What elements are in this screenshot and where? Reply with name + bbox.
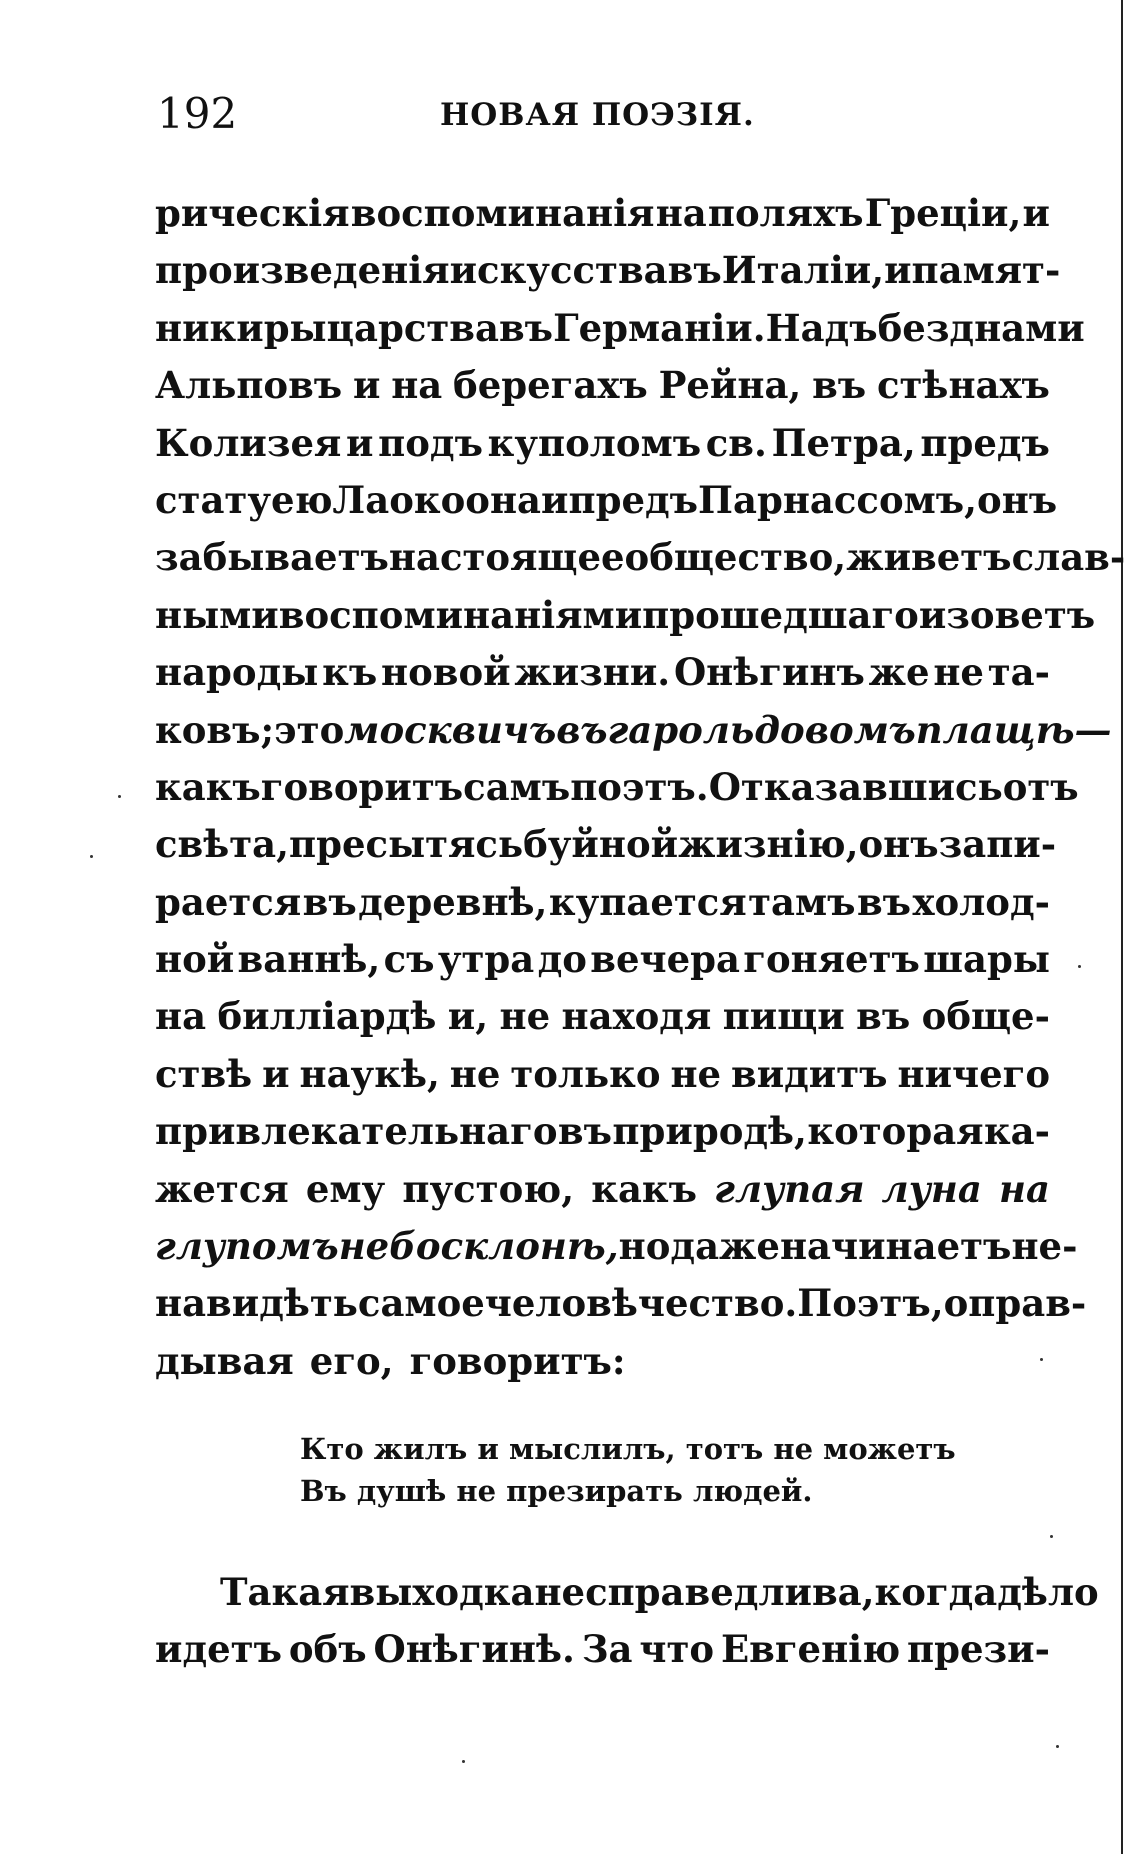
word: утра — [437, 937, 535, 982]
word: привлекательнаго — [155, 1109, 558, 1154]
word: Лаокоона — [332, 477, 542, 522]
word: говоритъ: — [409, 1338, 626, 1383]
text-line — [155, 529, 1126, 586]
text-line — [155, 185, 1050, 242]
print-speck — [1040, 1358, 1043, 1361]
word: стѣнахъ — [876, 363, 1050, 408]
text-line — [155, 1161, 1050, 1218]
word: поэтъ. — [570, 764, 709, 809]
word: ему — [305, 1166, 386, 1211]
word: запи- — [938, 822, 1057, 867]
word: до — [537, 937, 587, 982]
text-line — [155, 587, 1096, 644]
word: въ — [302, 879, 357, 924]
text-line — [155, 1046, 1050, 1103]
page-number: 192 — [157, 89, 238, 138]
word: рается — [155, 879, 302, 924]
word: онъ — [858, 822, 939, 867]
word: наукѣ, — [299, 1051, 440, 1096]
word: же — [868, 650, 930, 695]
word: онъ — [977, 477, 1058, 522]
text-line — [155, 931, 1050, 988]
word: и — [262, 1051, 290, 1096]
word: даже — [670, 1224, 780, 1269]
word: и — [352, 363, 381, 408]
word: которая — [807, 1109, 984, 1154]
word: живетъ — [846, 535, 1012, 580]
word: свѣта, — [155, 822, 290, 867]
word: только — [510, 1051, 661, 1096]
text-line — [155, 1564, 1099, 1621]
word: пресытясь — [289, 822, 524, 867]
word: холод- — [912, 879, 1050, 924]
word: ка- — [983, 1109, 1050, 1154]
word: говоритъ — [260, 764, 464, 809]
word: Парнассомъ, — [698, 477, 978, 522]
word: въ — [856, 994, 911, 1039]
word: идетъ — [155, 1627, 282, 1672]
word: его, — [309, 1338, 394, 1383]
text-line — [155, 300, 1085, 357]
word: ники — [155, 305, 264, 350]
word: природѣ, — [612, 1109, 807, 1154]
text-line — [155, 1333, 1050, 1390]
word: прези- — [907, 1627, 1050, 1672]
word: не — [449, 1051, 501, 1096]
word: слав- — [1011, 535, 1126, 580]
word: памят- — [911, 248, 1061, 293]
word: но — [618, 1224, 671, 1269]
print-speck — [1078, 965, 1081, 968]
print-speck — [462, 1760, 465, 1763]
word: купается — [548, 879, 747, 924]
word: въ — [856, 879, 912, 924]
word: искусства — [449, 248, 668, 293]
word: оправ- — [943, 1281, 1087, 1326]
word: воспоминаніями — [278, 592, 643, 637]
word: Поэтъ, — [797, 1281, 944, 1326]
word: и — [884, 248, 912, 293]
text-line — [155, 472, 1058, 529]
word: Греціи, — [864, 191, 1022, 235]
word: забываетъ — [155, 535, 389, 580]
word: шары — [923, 937, 1050, 982]
word: въ — [557, 1109, 613, 1154]
word: въ — [556, 707, 608, 752]
word: на — [655, 191, 707, 235]
text-line — [155, 1103, 1050, 1160]
word: Надъ — [765, 305, 878, 350]
page-edge-line — [1121, 0, 1123, 1854]
word: и — [1022, 191, 1050, 235]
word: зоветъ — [946, 592, 1096, 637]
paragraph-2 — [155, 1564, 1099, 1679]
text-line — [155, 702, 1112, 759]
word: Рейна, — [658, 363, 802, 408]
page-header — [0, 84, 1140, 144]
word: не — [933, 650, 984, 695]
print-speck — [118, 795, 121, 798]
word: не- — [1011, 1224, 1078, 1269]
word: Колизея — [155, 420, 342, 465]
word: поляхъ — [707, 191, 864, 235]
paragraph-1 — [155, 185, 1126, 1390]
word: выходка — [349, 1570, 535, 1614]
word: на — [155, 994, 207, 1039]
word: куполомъ — [487, 420, 702, 465]
word: и, — [447, 994, 489, 1039]
word: и — [541, 477, 569, 522]
word: общество, — [624, 535, 847, 580]
word: воспоминанія — [350, 191, 655, 235]
word: плащѣ— — [915, 707, 1112, 752]
word: въ — [667, 248, 722, 293]
word: какъ — [155, 764, 261, 809]
word: гоняетъ — [743, 937, 920, 982]
word: Отказавшись — [708, 764, 1003, 809]
word: ными — [155, 592, 279, 637]
word: небосклонѣ, — [338, 1224, 619, 1269]
word: ствѣ — [155, 1051, 253, 1096]
word: новой — [381, 650, 511, 695]
word: вечера — [590, 937, 740, 982]
word: предъ — [920, 420, 1050, 465]
word: жизнію, — [678, 822, 859, 867]
word: Онѣгинъ — [673, 650, 865, 695]
running-title: НОВАЯ ПОЭЗІЯ. — [440, 97, 755, 133]
word: произведенія — [155, 248, 450, 293]
word: жется — [155, 1166, 289, 1211]
word: безднами — [877, 305, 1085, 350]
word: пищи — [722, 994, 845, 1039]
word: настоящее — [388, 535, 625, 580]
word: человѣчество. — [484, 1281, 798, 1326]
word: дѣло — [997, 1570, 1099, 1614]
word: и — [918, 592, 947, 637]
word: самъ — [463, 764, 571, 809]
word: луна — [881, 1166, 982, 1211]
word: буйной — [523, 822, 679, 867]
word: глупомъ — [155, 1224, 339, 1269]
text-line — [155, 357, 1050, 414]
word: начинаетъ — [779, 1224, 1012, 1269]
text-line — [155, 1621, 1050, 1678]
text-line — [155, 644, 1050, 701]
word: Германіи. — [553, 305, 766, 350]
word: Евгенію — [720, 1627, 901, 1672]
word: прошедшаго — [642, 592, 919, 637]
word: тамъ — [748, 879, 856, 924]
word: пустою, — [402, 1166, 575, 1211]
text-line — [155, 759, 1079, 816]
word: статуею — [155, 477, 333, 522]
word: Италіи, — [721, 248, 885, 293]
word: гарольдовомъ — [607, 707, 916, 752]
text-line — [155, 242, 1061, 299]
print-speck — [1050, 1535, 1053, 1538]
word: не — [670, 1051, 722, 1096]
word: это — [274, 707, 345, 752]
word: въ — [498, 305, 554, 350]
word: ковъ; — [155, 707, 275, 752]
verse-line: Кто жилъ и мыслилъ, тотъ не можетъ — [300, 1432, 956, 1466]
word: навидѣть — [155, 1281, 358, 1326]
word: деревнѣ, — [358, 879, 548, 924]
word: и — [346, 420, 374, 465]
word: не — [499, 994, 551, 1039]
text-line — [155, 415, 1050, 472]
word: отъ — [1002, 764, 1079, 809]
word: Такая — [220, 1570, 350, 1614]
text-line — [155, 874, 1050, 931]
word: съ — [383, 937, 435, 982]
word: Альповъ — [155, 363, 343, 408]
word: глупая — [714, 1166, 865, 1211]
word: та- — [987, 650, 1050, 695]
verse-line: Въ душѣ не презирать людей. — [300, 1474, 813, 1508]
word: народы — [155, 650, 319, 695]
word: За — [581, 1627, 633, 1672]
word: находя — [561, 994, 712, 1039]
word: обще- — [921, 994, 1050, 1039]
word: объ — [288, 1627, 367, 1672]
word: въ — [812, 363, 867, 408]
word: къ — [322, 650, 378, 695]
word: подъ — [378, 420, 483, 465]
print-speck — [90, 855, 93, 858]
word: что — [639, 1627, 715, 1672]
text-line — [155, 1218, 1078, 1275]
word: ной — [155, 937, 235, 982]
word: самое — [357, 1281, 485, 1326]
word: когда — [874, 1570, 998, 1614]
word: какъ — [591, 1166, 698, 1211]
verse-quote — [300, 1428, 956, 1512]
word: ваннѣ, — [237, 937, 381, 982]
word: несправедлива, — [534, 1570, 875, 1614]
word: рическія — [155, 191, 350, 235]
text-line — [155, 816, 1057, 873]
word: видитъ — [731, 1051, 888, 1096]
word: дывая — [155, 1338, 294, 1383]
word: предъ — [568, 477, 699, 522]
word: Онѣгинѣ. — [373, 1627, 575, 1672]
print-speck — [1056, 1745, 1059, 1748]
word: на — [998, 1166, 1050, 1211]
word: билліардѣ — [217, 994, 437, 1039]
text-line — [155, 988, 1050, 1045]
word: Петра, — [771, 420, 916, 465]
word: москвичъ — [344, 707, 557, 752]
word: жизни. — [514, 650, 671, 695]
word: рыцарства — [263, 305, 499, 350]
word: берегахъ — [453, 363, 648, 408]
word: св. — [705, 420, 767, 465]
word: на — [391, 363, 443, 408]
text-line — [155, 1275, 1087, 1332]
word: ничего — [897, 1051, 1050, 1096]
